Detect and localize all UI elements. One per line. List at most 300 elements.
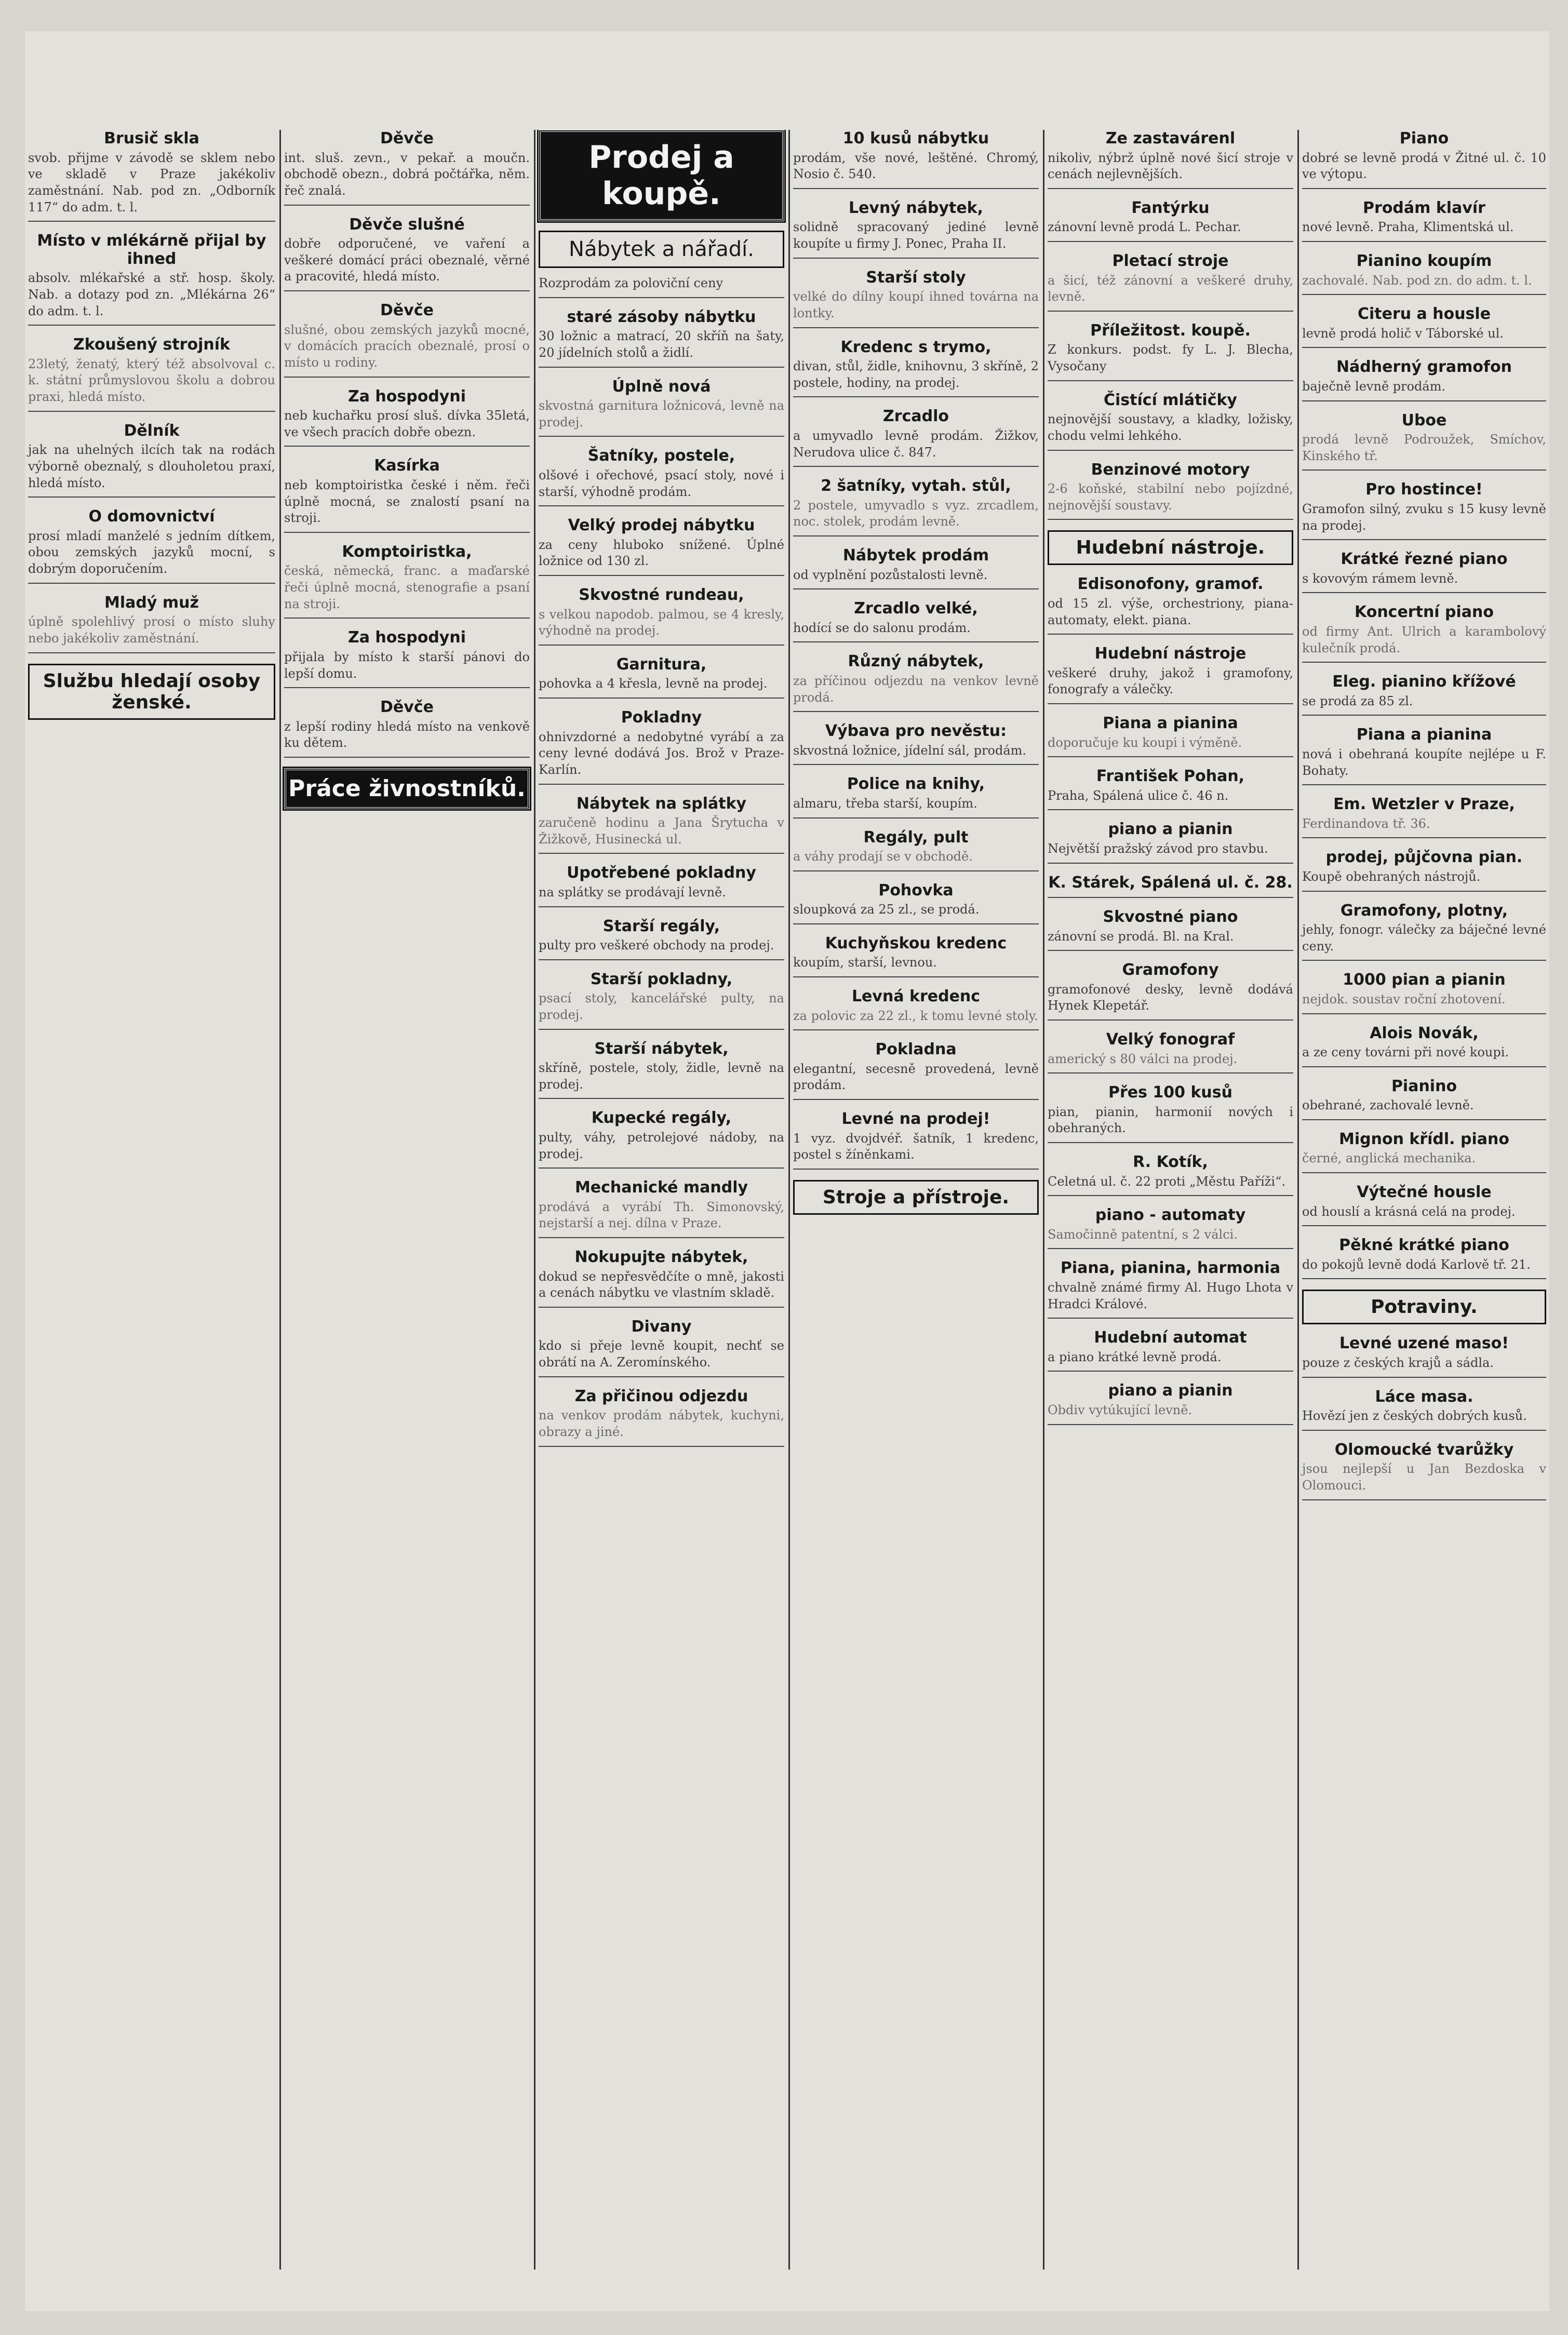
ad-headline: Uboe xyxy=(1401,411,1447,430)
ad-headline: Úplně nová xyxy=(612,377,711,396)
ad-headline: Piano xyxy=(1399,130,1449,147)
ad-headline: Gramofony xyxy=(1122,961,1219,979)
classified-ad xyxy=(1302,551,1546,593)
classified-ad xyxy=(1048,199,1293,242)
ad-headline: Levný nábytek, xyxy=(848,198,984,217)
classified-ad xyxy=(1302,1131,1546,1173)
ad-divider xyxy=(1048,703,1293,704)
classified-ad xyxy=(539,864,784,907)
classified-ad xyxy=(1048,1206,1293,1249)
classified-ad xyxy=(1302,673,1546,716)
ad-headline: Různý nábytek, xyxy=(848,652,984,671)
ad-headline: Olomoucké tvarůžky xyxy=(1334,1440,1514,1459)
classified-ad xyxy=(284,130,530,206)
ad-divider xyxy=(1302,400,1546,401)
classified-ad xyxy=(793,1110,1039,1170)
ad-divider xyxy=(284,205,530,206)
ad-body-text: nejnovější soustavy, a kladky, ložisky, chodu velmi lehkého. xyxy=(1048,412,1293,443)
ad-body-text: ohnivzdorné a nedobytné vyrábí a za ceny levné dodává Jos. Brož v Praze-Karlín. xyxy=(539,729,784,777)
classified-ad xyxy=(28,594,275,653)
ad-body-text: s kovovým rámem levně. xyxy=(1302,571,1458,586)
ad-headline: Skvostné piano xyxy=(1103,908,1238,927)
ad-divider xyxy=(1048,809,1293,810)
classified-ad xyxy=(284,216,530,292)
ad-body-text: svob. přijme v závodě se sklem nebo ve skladě v Praze jakékoliv zaměstnání. Nab. pod zn. „Odborník 117“ do adm. t. l. xyxy=(28,150,275,214)
ad-headline: Prodám klavír xyxy=(1363,198,1485,217)
ad-headline: Nokupujte nábytek, xyxy=(574,1248,748,1267)
ad-divider xyxy=(284,687,530,688)
classified-ad xyxy=(1302,726,1546,785)
ad-headline: Kasírka xyxy=(374,457,440,475)
ad-divider xyxy=(28,411,275,412)
ad-body-text: absolv. mlékařské a stř. hosp. školy. Nab. a dotazy pod zn. „Mlékárna 26“ do adm. t. l. xyxy=(28,271,275,318)
ad-body-text: za příčinou odjezdu na venkov levně prodá. xyxy=(793,673,1039,705)
ad-divider xyxy=(793,711,1039,712)
classified-ad xyxy=(539,275,784,298)
ad-headline: Nábytek na splátky xyxy=(576,794,747,813)
ad-body-text: a umyvadlo levně prodám. Žižkov, Nerudova ulice č. 847. xyxy=(793,428,1039,460)
ad-headline: Ze zastavárenl xyxy=(1105,130,1236,147)
classified-ad xyxy=(28,130,275,222)
ad-headline: Děvče xyxy=(380,301,434,320)
ad-body-text: koupím, starší, levnou. xyxy=(793,955,937,970)
ad-headline: Zrcadlo xyxy=(883,407,949,426)
ad-headline: Krátké řezné piano xyxy=(1341,550,1508,569)
section-banner-prodej: Prodej a koupě. xyxy=(539,130,784,221)
ad-divider xyxy=(1048,311,1293,312)
ad-headline: Benzinové motory xyxy=(1091,460,1250,479)
ad-divider xyxy=(1302,891,1546,892)
ad-divider xyxy=(793,1099,1039,1100)
ad-divider xyxy=(793,923,1039,924)
ad-headline: Velký fonograf xyxy=(1106,1030,1235,1049)
ad-body-text: zachovalé. Nab. pod zn. do adm. t. l. xyxy=(1302,273,1532,288)
classified-ad xyxy=(539,1109,784,1169)
ad-body-text: od houslí a krásná celá na prodej. xyxy=(1302,1204,1516,1219)
classified-ad xyxy=(793,547,1039,589)
ad-body-text: na splátky se prodávají levně. xyxy=(539,884,726,900)
ad-headline: Přes 100 kusů xyxy=(1108,1083,1233,1102)
ad-body-text: Obdiv vytúkující levně. xyxy=(1048,1402,1192,1417)
classified-ad xyxy=(284,543,530,619)
ad-divider xyxy=(28,583,275,584)
ad-headline: Pokladny xyxy=(621,708,702,727)
ad-divider xyxy=(284,290,530,291)
ad-divider xyxy=(1048,1248,1293,1249)
ad-headline: Komptoiristka, xyxy=(342,542,472,561)
ad-body-text: int. sluš. zevn., v pekař. a moučn. obchodě obezn., dobrá počtářka, něm. řeč znalá. xyxy=(284,150,530,198)
ad-headline: Za hospodyni xyxy=(347,387,466,406)
ad-divider xyxy=(1048,1019,1293,1021)
ad-body-text: pulty, váhy, petrolejové nádoby, na prodej. xyxy=(539,1130,784,1161)
ad-divider xyxy=(539,645,784,646)
classified-ad xyxy=(1048,252,1293,312)
ad-divider xyxy=(793,976,1039,977)
ad-headline: Místo v mlékárně přijal by ihned xyxy=(37,232,266,268)
ad-headline: Děvče slušné xyxy=(349,215,465,234)
ad-body-text: dokud se nepřesvědčíte o mně, jakosti a cenách nábytku ve vlastním skladě. xyxy=(539,1269,784,1300)
classified-ad xyxy=(793,988,1039,1030)
ad-body-text: pulty pro veškeré obchody na prodej. xyxy=(539,938,774,953)
ad-divider xyxy=(539,1237,784,1238)
classified-ad xyxy=(539,971,784,1030)
ad-divider xyxy=(1302,1066,1546,1067)
ad-body-text: olšové i ořechové, psací stoly, nové i starší, výhodně prodám. xyxy=(539,467,784,499)
ad-divider xyxy=(1048,1318,1293,1319)
ad-body-text: se prodá za 85 zl. xyxy=(1302,693,1413,708)
ad-divider xyxy=(793,396,1039,397)
ad-divider xyxy=(1302,592,1546,593)
ad-body-text: sloupková za 25 zl., se prodá. xyxy=(793,902,980,917)
ad-divider xyxy=(539,436,784,437)
ad-divider xyxy=(793,1169,1039,1170)
ad-divider xyxy=(539,853,784,854)
classified-ad xyxy=(793,653,1039,712)
ad-body-text: od vyplnění pozůstalosti levně. xyxy=(793,567,988,582)
column-1 xyxy=(25,130,278,2270)
classified-ad xyxy=(1048,130,1293,189)
ad-divider xyxy=(1302,539,1546,540)
ad-headline: Starší stoly xyxy=(866,268,966,287)
ad-body-text: americký s 80 válci na prodej. xyxy=(1048,1051,1238,1066)
ad-body-text: Celetná ul. č. 22 proti „Městu Paříži“. xyxy=(1048,1174,1285,1189)
ad-body-text: zaručeně hodinu a Jana Šrytucha v Žižkově, Husinecká ul. xyxy=(539,815,784,847)
column-5-hudebni-ads xyxy=(1048,575,1293,1425)
ad-body-text: chvalně známé firmy Al. Hugo Lhota v Hradci Králové. xyxy=(1048,1280,1293,1311)
ad-body-text: pian, pianin, harmonií nových i obehraných. xyxy=(1048,1104,1293,1136)
classified-ad xyxy=(1302,130,1546,189)
classified-ad xyxy=(539,378,784,437)
classified-ad xyxy=(1302,1441,1546,1500)
classified-ad xyxy=(539,517,784,576)
ad-divider xyxy=(1048,519,1293,520)
ad-divider xyxy=(1302,784,1546,785)
ad-headline: Starší nábytek, xyxy=(594,1039,729,1058)
ad-body-text: a piano krátké levně prodá. xyxy=(1048,1349,1222,1364)
ad-divider xyxy=(539,297,784,298)
ad-divider xyxy=(1302,837,1546,838)
ad-headline: Láce masa. xyxy=(1375,1387,1473,1406)
classified-ad xyxy=(28,232,275,326)
ad-divider xyxy=(1048,450,1293,451)
ad-divider xyxy=(1302,1499,1546,1500)
classified-ad xyxy=(539,656,784,699)
ad-divider xyxy=(793,327,1039,328)
ad-body-text: s velkou napodob. palmou, se 4 kresly, výhodně na prodej. xyxy=(539,607,784,638)
ad-divider xyxy=(1302,1172,1546,1173)
ad-headline: 1000 pian a pianin xyxy=(1343,971,1506,989)
classified-ad xyxy=(539,1040,784,1099)
ad-headline: Starší regály, xyxy=(602,917,720,935)
ad-divider xyxy=(539,1376,784,1377)
classified-ad xyxy=(793,1041,1039,1100)
ad-divider xyxy=(539,1307,784,1308)
classified-ad xyxy=(1302,1184,1546,1226)
ad-divider xyxy=(793,764,1039,765)
classified-ad xyxy=(539,1249,784,1308)
ad-body-text: prodává a vyrábí Th. Simonovský, nejstarší a nej. dílna v Praze. xyxy=(539,1199,784,1231)
ad-body-text: zánovní se prodá. Bl. na Kral. xyxy=(1048,929,1234,944)
classified-ad xyxy=(1302,902,1546,961)
ad-headline: Fantýrku xyxy=(1131,198,1210,217)
ad-headline: Pianino xyxy=(1391,1077,1457,1095)
ad-headline: František Pohan, xyxy=(1096,767,1245,786)
column-3 xyxy=(535,130,787,2270)
ad-headline: Piana a pianina xyxy=(1103,714,1238,733)
ad-headline: R. Kotík, xyxy=(1133,1153,1208,1172)
ad-body-text: pouze z českých krajů a sádla. xyxy=(1302,1355,1494,1370)
ad-body-text: Z konkurs. podst. fy L. J. Blecha, Vysočany xyxy=(1048,342,1293,374)
ad-body-text: Rozprodám za poloviční ceny xyxy=(539,276,723,290)
ad-headline: Upotřebené pokladny xyxy=(567,864,756,882)
ad-headline: Em. Wetzler v Praze, xyxy=(1333,795,1515,814)
ad-divider xyxy=(539,1098,784,1099)
ad-divider xyxy=(1302,1013,1546,1014)
ad-body-text: 23letý, ženatý, který též absolvoval c. k. státní průmyslovou školu a dobrou praxi, hledá místo. xyxy=(28,356,275,405)
ad-headline: Levné uzené maso! xyxy=(1339,1334,1509,1353)
ad-divider xyxy=(793,870,1039,871)
ad-headline: Skvostné rundeau, xyxy=(579,586,744,605)
ad-divider xyxy=(539,697,784,699)
classified-ad xyxy=(1302,305,1546,348)
column-6 xyxy=(1299,130,1549,2270)
ad-divider xyxy=(1048,380,1293,381)
ad-headline: Kuchyňskou kredenc xyxy=(825,934,1007,952)
classified-ad xyxy=(1302,1025,1546,1067)
classified-ad xyxy=(539,709,784,785)
classified-ad xyxy=(1048,392,1293,451)
ad-body-text: psací stoly, kancelářské pulty, na prodej. xyxy=(539,991,784,1022)
classified-ad xyxy=(1302,412,1546,471)
ad-body-text: prodá levně Podroužek, Smíchov, Kinského tř. xyxy=(1302,432,1546,463)
ad-body-text: velké do dílny koupí ihned továrna na lontky. xyxy=(793,289,1039,320)
ad-body-text: za polovic za 22 zl., k tomu levné stoly. xyxy=(793,1008,1038,1023)
ad-headline: Příležitost. koupě. xyxy=(1090,321,1251,340)
ad-divider xyxy=(1048,1072,1293,1073)
ad-divider xyxy=(1302,241,1546,242)
ad-headline: 2 šatníky, vytah. stůl, xyxy=(821,477,1011,495)
classified-ad xyxy=(1048,575,1293,635)
ad-body-text: 2 postele, umyvadlo s vyz. zrcadlem, noc. stolek, prodám levně. xyxy=(793,498,1039,529)
ad-headline: Za hospodyni xyxy=(347,628,466,647)
ad-body-text: dobře odporučené, ve vaření a veškeré domácí práci obeznalé, věrné a pracovité, hledá místo. xyxy=(284,236,530,284)
ad-divider xyxy=(1048,950,1293,951)
ad-divider xyxy=(1048,241,1293,242)
ad-headline: Regály, pult xyxy=(863,828,969,847)
ad-body-text: doporučuje ku koupi i výměně. xyxy=(1048,735,1242,750)
ad-divider xyxy=(1302,1430,1546,1431)
section-header-sluzbu: Službu hledají osoby ženské. xyxy=(28,664,275,720)
ad-body-text: neb komptoiristka české i něm. řeči úplně mocná, se znalostí psaní na stroji. xyxy=(284,477,530,526)
column-3-ads xyxy=(539,275,784,1447)
ad-body-text: 30 ložnic a matrací, 20 skříň na šaty, 20 jídelních stolů a židlí. xyxy=(539,329,784,360)
ad-headline: Edisonofony, gramof. xyxy=(1077,575,1264,594)
ad-headline: Zrcadlo velké, xyxy=(854,599,978,618)
ad-headline: Starší pokladny, xyxy=(590,970,733,988)
classified-ad xyxy=(539,447,784,506)
ad-headline: Pohovka xyxy=(878,881,954,900)
classified-ad xyxy=(1048,1329,1293,1372)
ad-headline: Za přičinou odjezdu xyxy=(574,1387,748,1405)
ad-body-text: Ferdinandova tř. 36. xyxy=(1302,816,1430,831)
section-header-potraviny: Potraviny. xyxy=(1302,1290,1546,1324)
ad-headline: Brusič skla xyxy=(104,130,199,147)
ad-divider xyxy=(284,618,530,619)
column-6-ads xyxy=(1302,130,1546,1279)
ad-body-text: almaru, třeba starší, koupím. xyxy=(793,796,977,811)
classified-ad xyxy=(1302,603,1546,663)
ad-headline: K. Stárek, Spálená ul. č. 28. xyxy=(1048,873,1293,892)
ad-body-text: nikoliv, nýbrž úplně nové šicí stroje v cenách nejlevnějších. xyxy=(1048,150,1293,182)
classified-ad xyxy=(1302,1388,1546,1431)
ad-headline: Nábytek prodám xyxy=(842,546,989,565)
ad-headline: piano - automaty xyxy=(1095,1206,1246,1225)
ad-divider xyxy=(793,188,1039,189)
ad-body-text: do pokojů levně dodá Karlově tř. 21. xyxy=(1302,1257,1531,1272)
classified-ad xyxy=(1048,461,1293,520)
ad-body-text: Hovězí jen z českých dobrých kusů. xyxy=(1302,1408,1527,1424)
ad-headline: Mechanické mandly xyxy=(574,1178,748,1197)
classified-ad xyxy=(1302,199,1546,242)
ad-body-text: od firmy Ant. Ulrich a karambolový kulečník prodá. xyxy=(1302,624,1546,655)
ad-divider xyxy=(1048,1424,1293,1425)
classified-ad xyxy=(1048,1031,1293,1073)
ad-divider xyxy=(539,575,784,576)
ad-headline: Pletací stroje xyxy=(1112,252,1229,271)
ad-divider xyxy=(284,532,530,533)
ad-headline: staré zásoby nábytku xyxy=(567,307,756,326)
classified-ad xyxy=(539,1318,784,1377)
ad-body-text: solidně spracovaný jediné levně koupíte u firmy J. Ponec, Praha II. xyxy=(793,220,1039,251)
ad-headline: Levné na prodej! xyxy=(841,1110,990,1129)
ad-body-text: na venkov prodám nábytek, kuchyni, obrazy a jiné. xyxy=(539,1408,784,1439)
ad-divider xyxy=(539,367,784,368)
ad-divider xyxy=(539,1029,784,1030)
ad-body-text: a ze cenу továrni při nové koupi. xyxy=(1302,1045,1509,1060)
section-header-hudebni: Hudební nástroje. xyxy=(1048,530,1293,565)
column-4-ads xyxy=(793,130,1039,1170)
classified-ad xyxy=(793,935,1039,977)
ad-divider xyxy=(1048,188,1293,189)
ad-body-text: nejdok. soustav roční zhotovení. xyxy=(1302,991,1506,1007)
ad-body-text: z lepší rodiny hledá místo na venkově ku dětem. xyxy=(284,719,530,750)
ad-divider xyxy=(793,466,1039,467)
classified-ad xyxy=(1048,1153,1293,1196)
ad-divider xyxy=(1302,1377,1546,1378)
classified-ad xyxy=(1048,821,1293,863)
ad-body-text: úplně spolehlivý prosí o místo sluhy nebo jakékoliv zaměstnání. xyxy=(28,614,275,646)
ad-headline: Pianino koupím xyxy=(1356,252,1492,271)
ad-body-text: Gramofon silný, zvuku s 15 kusy levně na prodej. xyxy=(1302,501,1546,533)
classified-ad xyxy=(793,408,1039,467)
classified-ad xyxy=(1048,961,1293,1021)
ad-headline: Garnitura, xyxy=(616,655,707,674)
ad-body-text: Praha, Spálená ulice č. 46 n. xyxy=(1048,788,1229,803)
ad-body-text: Koupě obehraných nástrojů. xyxy=(1302,869,1481,884)
ad-headline: Mignon křídl. piano xyxy=(1339,1130,1509,1148)
ad-divider xyxy=(539,959,784,960)
classified-ad xyxy=(1048,874,1293,898)
ad-headline: Dělník xyxy=(124,421,180,440)
classified-ad xyxy=(1048,645,1293,704)
ad-divider xyxy=(539,1168,784,1169)
ad-headline: Kredenc s trymo, xyxy=(840,338,991,356)
ad-headline: Šatníky, postele, xyxy=(587,447,735,465)
ad-divider xyxy=(1302,960,1546,961)
ad-body-text: prodám, vše nové, leštěné. Chromý, Nosio č. 540. xyxy=(793,150,1039,182)
ad-headline: Hudební nástroje xyxy=(1094,645,1247,663)
ad-body-text: a šicí, též zánovní a veškeré druhy, levně. xyxy=(1048,273,1293,304)
classified-ad xyxy=(793,339,1039,398)
ad-body-text: levně prodá holič v Táborské ul. xyxy=(1302,326,1504,341)
ad-divider xyxy=(539,906,784,907)
ad-headline: Levná kredenc xyxy=(851,987,981,1006)
column-5-ads xyxy=(1048,130,1293,520)
ad-divider xyxy=(1302,662,1546,663)
classified-ad xyxy=(1302,358,1546,401)
ad-headline: piano a pianin xyxy=(1108,820,1233,839)
ad-body-text: prosí mladí manželé s jedním dítkem, obou zemských jazyků mocní, s dobrým doporučením. xyxy=(28,528,275,576)
ad-body-text: jehly, fonogr. válečky za báječné levné ceny. xyxy=(1302,922,1546,954)
classified-ad xyxy=(1048,1382,1293,1425)
ad-body-text: nové levně. Praha, Klimentská ul. xyxy=(1302,220,1514,235)
ad-divider xyxy=(1302,188,1546,189)
ad-body-text: dobré se levně prodá v Žitné ul. č. 10 ve výtopu. xyxy=(1302,150,1546,182)
ad-headline: Pokladna xyxy=(875,1040,957,1059)
classified-ad xyxy=(539,308,784,368)
ad-headline: Koncertní piano xyxy=(1354,603,1494,622)
classified-ad xyxy=(1302,1237,1546,1279)
classified-ad xyxy=(793,722,1039,765)
ad-divider xyxy=(1048,863,1293,864)
classified-ad xyxy=(284,457,530,533)
ad-headline: Gramofony, plotny, xyxy=(1340,901,1508,920)
classified-ad xyxy=(1048,322,1293,381)
classified-ad xyxy=(1048,1259,1293,1319)
section-header-nabytek: Nábytek a nářadí. xyxy=(539,231,784,268)
ad-headline: 10 kusů nábytku xyxy=(842,130,989,147)
ad-divider xyxy=(1048,756,1293,757)
ad-headline: Hudební automat xyxy=(1094,1328,1247,1347)
ad-body-text: Největší pražský závod pro stavbu. xyxy=(1048,841,1268,856)
ad-divider xyxy=(284,377,530,378)
classified-ad xyxy=(793,477,1039,536)
ad-divider xyxy=(1048,1142,1293,1143)
classified-ad xyxy=(1048,768,1293,810)
classified-ad xyxy=(1302,971,1546,1014)
ad-headline: Výbava pro nevěstu: xyxy=(825,722,1007,741)
ad-headline: Velký prodej nábytku xyxy=(568,516,755,535)
classified-ad xyxy=(793,130,1039,189)
classified-ad xyxy=(793,269,1039,328)
ad-divider xyxy=(28,325,275,326)
ad-body-text: 1 vyz. dvojdvéř. šatník, 1 kredenc, postel s žíněnkami. xyxy=(793,1131,1039,1162)
ad-headline: Citeru a housle xyxy=(1357,305,1491,324)
classified-ad xyxy=(539,1179,784,1238)
ad-headline: Děvče xyxy=(380,130,434,147)
ad-headline: Čistící mlátičky xyxy=(1104,391,1237,409)
ad-divider xyxy=(793,535,1039,536)
ad-body-text: pohovka a 4 křesla, levně na prodej. xyxy=(539,676,768,691)
ad-body-text: gramofonové desky, levně dodává Hynek Klepetář. xyxy=(1048,982,1293,1013)
ad-body-text: skříně, postele, stoly, židle, levně na prodej. xyxy=(539,1061,784,1092)
classified-ad xyxy=(1302,252,1546,295)
ad-body-text: baječně levně prodám. xyxy=(1302,379,1446,394)
ad-divider xyxy=(1302,1278,1546,1279)
classified-ad xyxy=(284,302,530,378)
ad-headline: Divany xyxy=(631,1317,692,1336)
ad-headline: Kupecké regály, xyxy=(591,1109,732,1128)
